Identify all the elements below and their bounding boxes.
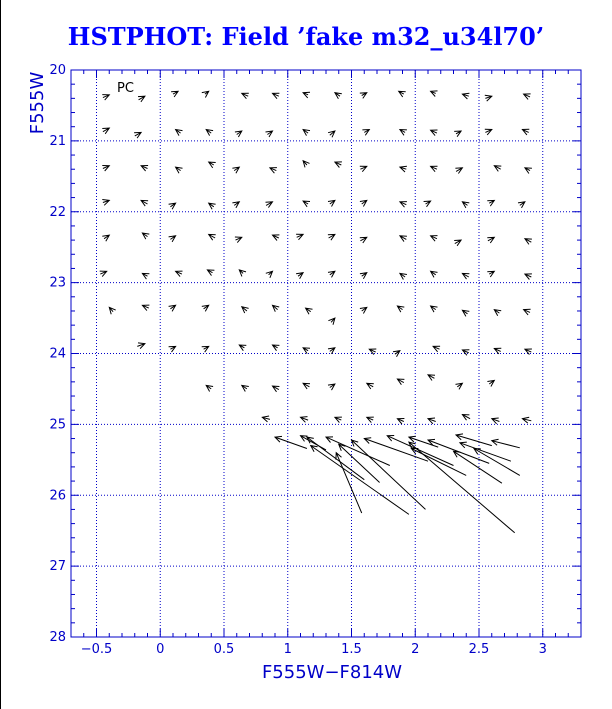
- short-vector: [273, 386, 280, 392]
- short-vector: [424, 201, 431, 207]
- short-vector: [102, 166, 109, 172]
- short-vector: [400, 273, 407, 279]
- short-vector: [525, 274, 532, 280]
- short-vector: [209, 162, 216, 168]
- short-vector: [328, 384, 335, 390]
- long-vector: [492, 439, 520, 448]
- short-vector: [369, 349, 376, 355]
- short-vector: [100, 271, 107, 277]
- short-vector: [494, 166, 501, 172]
- short-vector: [397, 419, 404, 425]
- short-vector: [138, 96, 145, 102]
- short-vector: [492, 418, 500, 424]
- short-vector: [335, 93, 342, 99]
- short-vector: [296, 234, 303, 240]
- short-vector: [303, 161, 309, 168]
- short-vector: [207, 270, 214, 276]
- x-tick-label: 3: [538, 642, 547, 657]
- short-vector: [431, 306, 438, 312]
- long-vector: [474, 449, 520, 476]
- short-vector: [400, 130, 407, 136]
- short-vector: [235, 131, 242, 137]
- short-vector: [301, 417, 309, 423]
- short-vector: [232, 202, 239, 208]
- short-vector: [102, 128, 109, 134]
- short-vector: [169, 346, 176, 352]
- short-vector: [462, 310, 469, 316]
- short-vector: [176, 130, 183, 136]
- short-vector: [306, 308, 313, 314]
- y-tick-label: 20: [49, 63, 66, 78]
- x-tick-label: 2: [411, 642, 420, 657]
- short-vector: [485, 129, 492, 135]
- y-tick-label: 28: [49, 630, 66, 645]
- short-vector: [487, 237, 494, 243]
- short-vector: [400, 236, 407, 242]
- short-vector: [209, 203, 216, 209]
- short-vector: [494, 310, 501, 316]
- short-vector: [137, 343, 145, 349]
- short-vector: [202, 91, 209, 97]
- short-vector: [360, 307, 367, 313]
- short-vector: [487, 380, 494, 386]
- short-vector: [270, 168, 277, 174]
- pc-annotation: PC: [117, 81, 134, 96]
- short-vector: [524, 94, 531, 100]
- short-vector: [522, 417, 531, 423]
- short-vector: [273, 345, 280, 351]
- short-vector: [142, 273, 149, 279]
- short-vector: [328, 234, 335, 240]
- short-vector: [487, 200, 494, 206]
- short-vector: [454, 240, 461, 246]
- short-vector: [525, 239, 532, 245]
- short-vector: [176, 167, 183, 173]
- short-vector: [428, 375, 435, 381]
- short-vector: [431, 236, 438, 242]
- long-vector: [460, 442, 511, 461]
- short-vector: [485, 95, 492, 101]
- short-vector: [206, 130, 213, 136]
- short-vector: [335, 417, 342, 423]
- short-vector: [360, 200, 367, 206]
- short-vector: [328, 318, 335, 325]
- short-vector: [262, 416, 270, 422]
- short-vector: [362, 130, 369, 136]
- short-vector: [273, 305, 280, 311]
- short-vector: [242, 385, 249, 391]
- short-vector: [433, 346, 440, 352]
- short-vector: [134, 132, 141, 138]
- short-vector: [456, 383, 463, 389]
- short-vector: [296, 273, 303, 279]
- short-vector: [360, 273, 367, 279]
- short-vector: [367, 383, 374, 389]
- x-tick-label: 2.5: [468, 642, 490, 657]
- x-tick-label: −0.5: [80, 642, 113, 657]
- short-vector: [522, 129, 529, 135]
- x-axis-label: F555W−F814W: [261, 662, 403, 683]
- short-vector: [242, 307, 249, 313]
- y-tick-label: 27: [49, 559, 66, 575]
- short-vector: [169, 236, 176, 242]
- short-vector: [171, 91, 178, 97]
- short-vector: [176, 271, 183, 277]
- y-tick-label: 23: [49, 275, 66, 291]
- short-vector: [273, 235, 280, 241]
- short-vector: [202, 346, 209, 352]
- y-tick-label: 26: [49, 488, 66, 504]
- short-vector: [335, 162, 342, 168]
- short-vector: [109, 307, 115, 314]
- x-tick-label: 1.5: [341, 642, 362, 657]
- long-vector: [428, 439, 489, 463]
- y-tick-label: 25: [49, 417, 66, 433]
- short-vector: [462, 273, 469, 279]
- short-vector: [209, 234, 216, 240]
- short-vector: [462, 202, 469, 208]
- short-vector: [206, 385, 213, 391]
- short-vector: [328, 271, 335, 277]
- short-vector: [328, 348, 335, 354]
- short-vector: [303, 201, 310, 207]
- short-vector: [102, 235, 109, 241]
- short-vector: [239, 345, 246, 351]
- short-vector: [462, 93, 469, 99]
- y-tick-label: 21: [49, 133, 66, 149]
- long-vector: [454, 451, 502, 483]
- long-vector: [339, 444, 380, 482]
- short-vector: [431, 91, 438, 97]
- y-axis-label: F555W: [27, 71, 48, 135]
- short-vector: [399, 91, 406, 97]
- short-vector: [400, 202, 407, 208]
- short-vector: [455, 168, 462, 174]
- short-vector: [235, 237, 242, 243]
- short-vector: [397, 306, 404, 312]
- short-vector: [142, 305, 149, 311]
- short-vector: [303, 130, 310, 136]
- short-vector: [400, 166, 407, 172]
- short-vector: [328, 131, 335, 137]
- short-vector: [303, 348, 310, 354]
- short-vector: [360, 237, 367, 243]
- long-vector: [326, 437, 390, 466]
- short-vector: [431, 166, 438, 172]
- short-vector: [462, 350, 469, 356]
- short-vector: [303, 92, 310, 98]
- short-vector: [141, 200, 148, 206]
- short-vector: [273, 93, 280, 99]
- short-vector: [142, 233, 149, 239]
- short-vector: [428, 418, 436, 424]
- x-tick-label: 0.5: [213, 642, 235, 657]
- short-vector: [239, 270, 246, 277]
- short-vector: [232, 167, 239, 173]
- short-vector: [487, 271, 494, 277]
- short-vector: [431, 130, 438, 136]
- short-vector: [242, 93, 249, 99]
- short-vector: [360, 93, 367, 99]
- short-vector: [266, 202, 273, 208]
- short-vector: [462, 415, 470, 421]
- x-tick-label: 1: [283, 642, 292, 657]
- short-vector: [518, 202, 525, 208]
- x-tick-label: 0: [156, 642, 165, 657]
- short-vector: [454, 131, 461, 137]
- short-vector: [266, 131, 273, 137]
- long-vector: [409, 442, 515, 533]
- short-vector: [303, 383, 310, 389]
- short-vector: [328, 200, 335, 206]
- short-vector: [525, 168, 532, 174]
- short-vector: [397, 379, 404, 385]
- short-vector: [524, 309, 531, 315]
- y-tick-label: 24: [49, 346, 66, 362]
- short-vector: [202, 305, 209, 311]
- long-vector: [411, 449, 466, 476]
- short-vector: [367, 417, 374, 423]
- short-vector: [102, 95, 109, 101]
- short-vector: [102, 200, 109, 206]
- short-vector: [431, 271, 438, 277]
- short-vector: [141, 166, 148, 172]
- short-vector: [266, 271, 273, 278]
- short-vector: [360, 166, 367, 172]
- chart-title: HSTPHOT: Field ’fake m32_u34l70’: [67, 22, 545, 51]
- short-vector: [169, 305, 176, 311]
- short-vector: [169, 203, 176, 209]
- y-tick-label: 22: [49, 204, 66, 220]
